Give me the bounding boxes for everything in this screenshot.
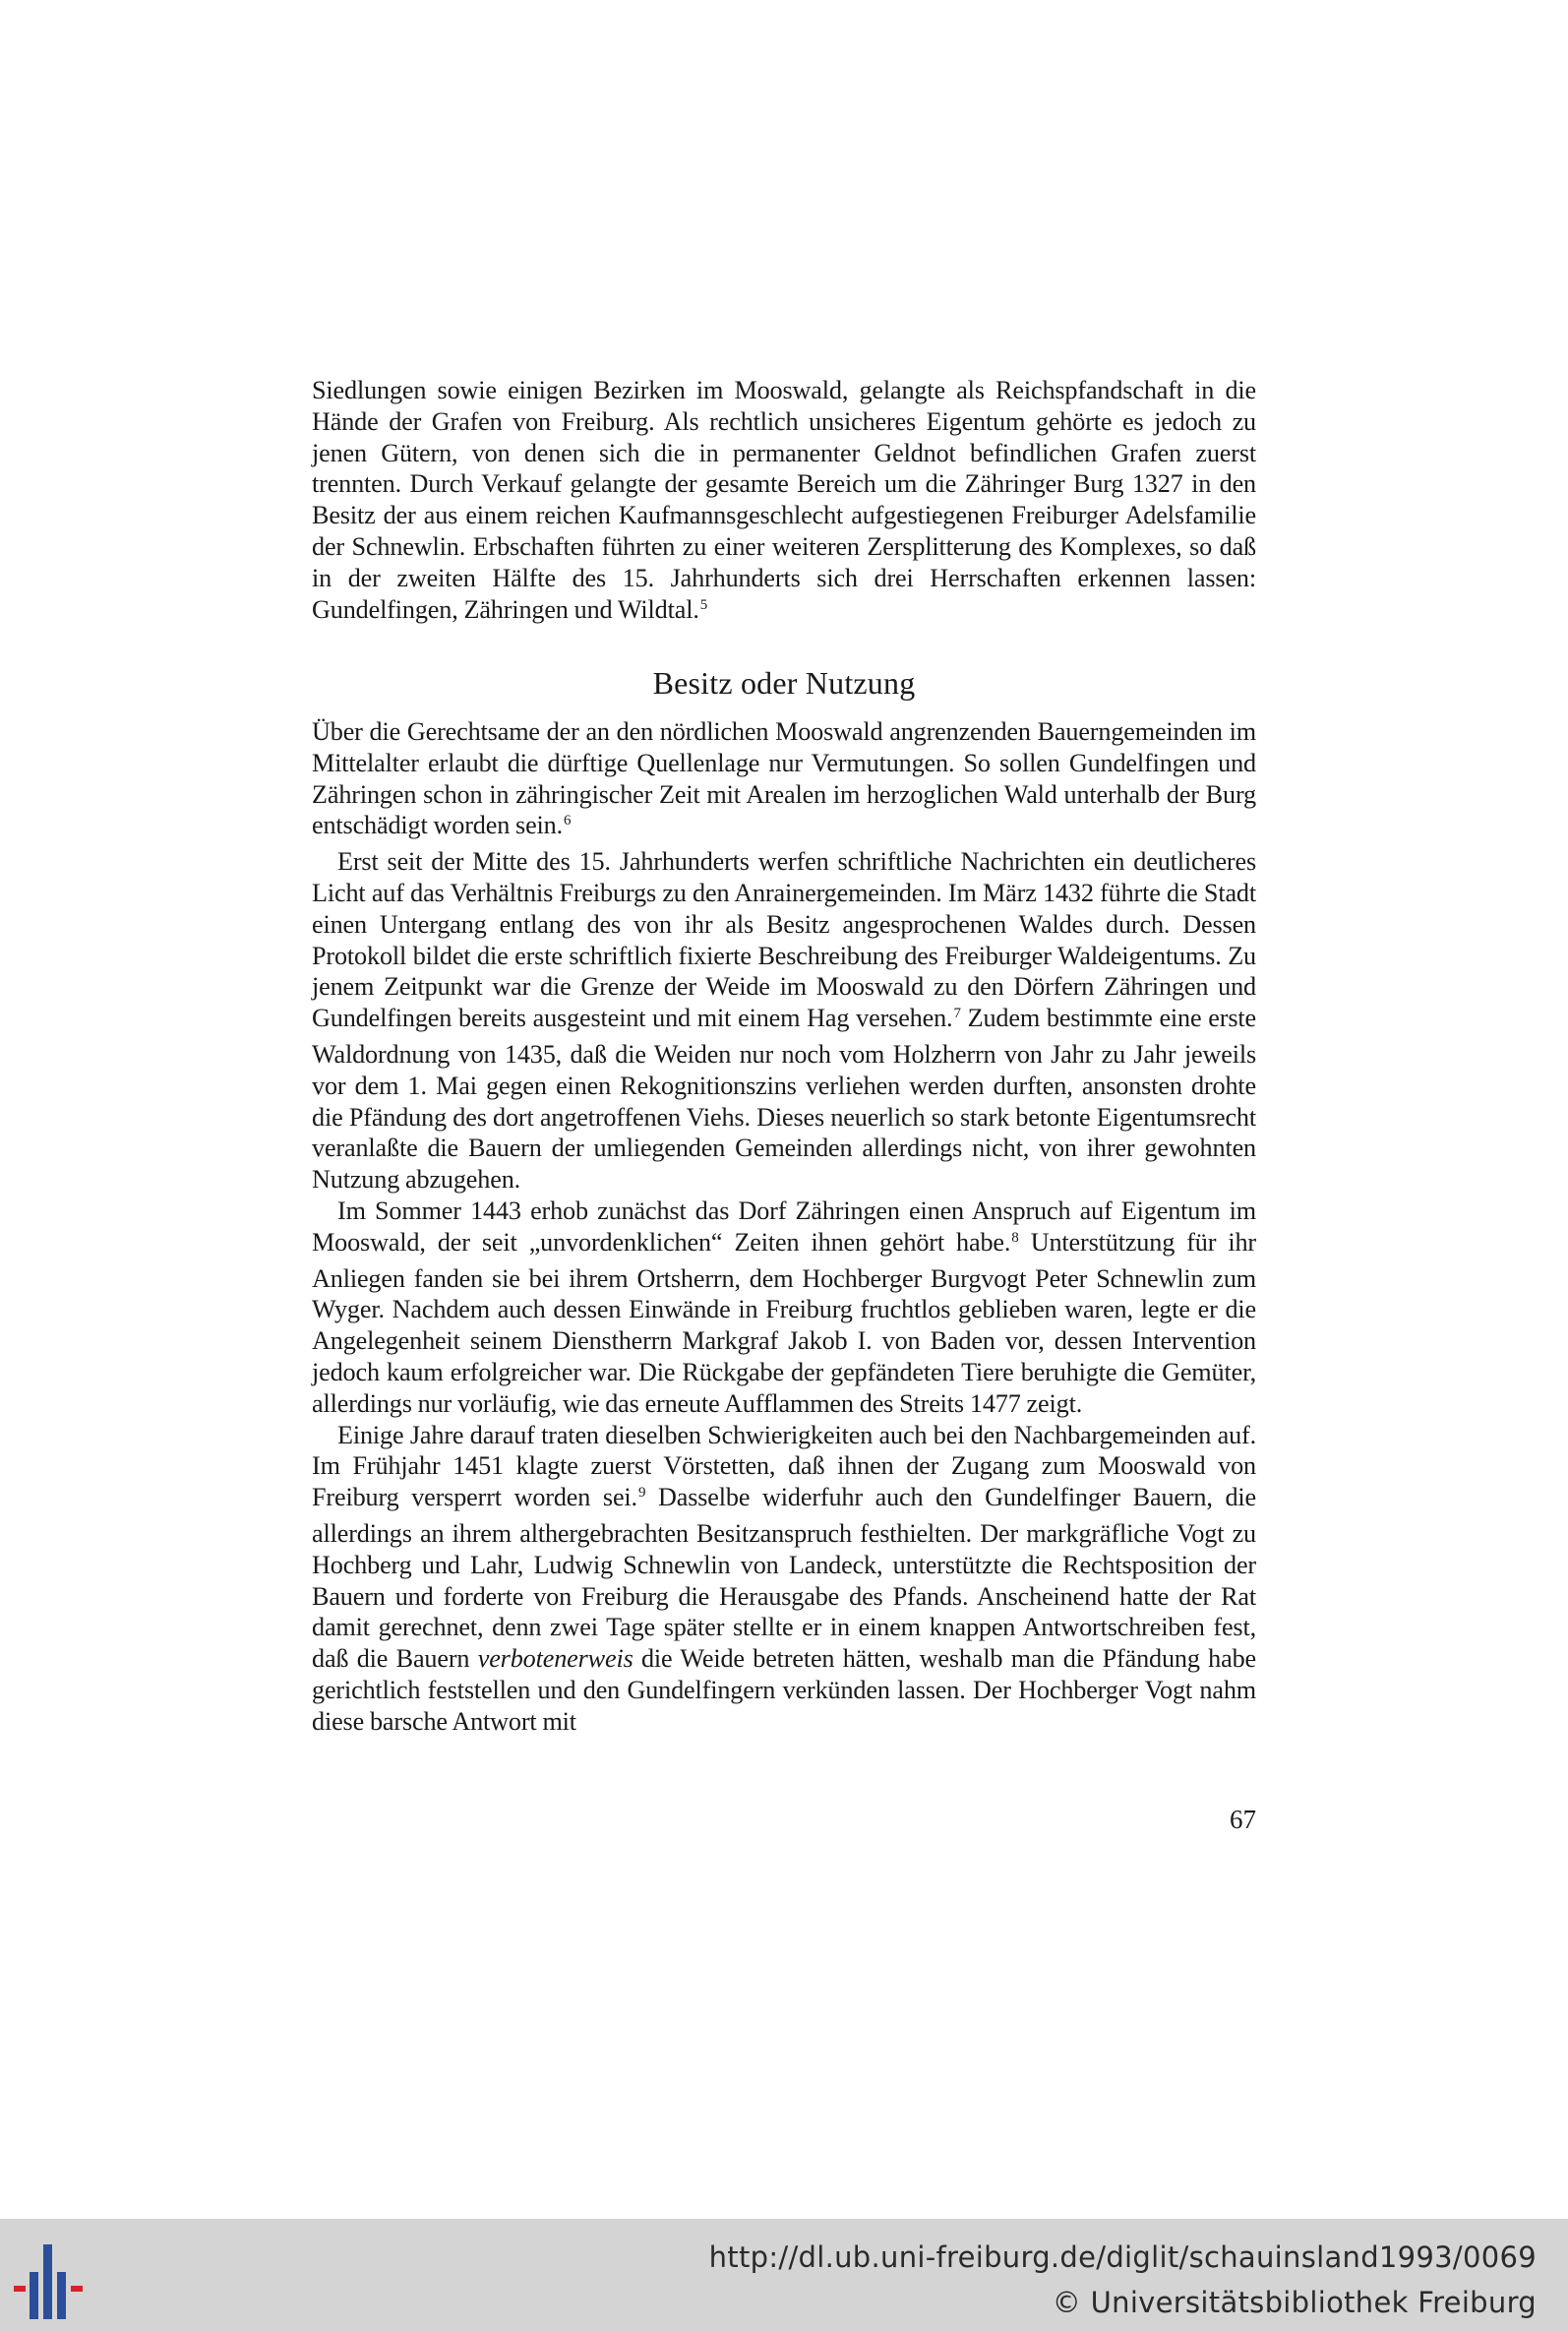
section-body bbox=[312, 716, 1256, 1738]
footer-bar bbox=[0, 2219, 1568, 2331]
paragraph-text: Im Sommer 1443 erhob zunächst das Dorf Zähringen einen Anspruch auf Eigentum im Mooswald, der seit „unvordenklichen“ Zeiten ihnen gehört habe. bbox=[312, 1196, 1256, 1257]
paragraph bbox=[312, 716, 1256, 846]
italic-term: verbotenerweis bbox=[477, 1644, 633, 1674]
logo-dash-red-left bbox=[14, 2286, 26, 2292]
paragraph-text: Dasselbe widerfuhr auch den Gundelfinger Bauern, die allerdings an ihrem althergebrachten Besitzanspruch festhielten. Der markgräfliche Vogt zu Hochberg und Lahr, Ludwig Schnewlin von Landeck, unterstützte die Rechtsposition der Bauern und forderte von Freiburg die Herausgabe des Pfands. Anscheinend hatte der Rat damit gerechnet, denn zwei Tage später stellte er in einem knappen Antwortschreiben fest, daß die Bauern bbox=[312, 1483, 1256, 1674]
paragraph-text: Erst seit der Mitte des 15. Jahrhunderts werfen schriftliche Nachrichten ein deutlicheres Licht auf das Verhältnis Freiburgs zu den Anrainergemeinden. Im März 1432 führte die Stadt einen Untergang entlang des von ihr als Besitz angesprochenen Waldes durch. Dessen Protokoll bildet die erste schriftlich fixierte Beschreibung des Freiburger Waldeigentums. Zu jenem Zeitpunkt war die Grenze der Weide im Mooswald zu den Dörfern Zähringen und Gundelfingen bereits ausgesteint und mit einem Hag versehen. bbox=[312, 847, 1256, 1033]
paragraph-text: Zudem bestimmte eine erste Waldordnung von 1435, daß die Weiden nur noch vom Holzherrn von Jahr zu Jahr jeweils vor dem 1. Mai gegen einen Rekognitionszins verliehen werden durften, ansonsten drohte die Pfändung des dort angetroffenen Viehs. Dieses neuerlich so stark betonte Eigentumsrecht veranlaßte die Bauern der umliegenden Gemeinden allerdings nicht, von ihrer gewohnten Nutzung abzugehen. bbox=[312, 1004, 1256, 1195]
logo-bar-blue-mid bbox=[30, 2272, 38, 2319]
ub-freiburg-logo-icon bbox=[14, 2244, 98, 2319]
footnote-marker: 8 bbox=[1011, 1229, 1019, 1246]
page-number: 67 bbox=[1230, 1805, 1256, 1834]
paragraph bbox=[312, 1420, 1256, 1738]
paragraph-text: Einige Jahre darauf traten dieselben Schwierigkeiten auch bei den Nachbargemeinden auf. Im Frühjahr 1451 klagte zuerst Vörstetten, daß ihnen der Zugang zum Mooswald von Freiburg versperrt worden sei. bbox=[312, 1420, 1256, 1512]
section-heading: Besitz oder Nutzung bbox=[652, 665, 916, 701]
intro-paragraph bbox=[312, 375, 1256, 630]
footnote-marker: 9 bbox=[637, 1485, 646, 1502]
paragraph-text: Über die Gerechtsame der an den nördlichen Mooswald angrenzenden Bauerngemeinden im Mittelalter erlaubt die dürftige Quellenlage nur Vermutungen. So sollen Gundelfingen und Zähringen schon in zähringischer Zeit mit Arealen im herzoglichen Wald unterhalb der Burg entschädigt worden sein. bbox=[312, 717, 1256, 840]
logo-dash-red-right bbox=[71, 2286, 83, 2292]
footer-url-link[interactable]: http://dl.ub.uni-freiburg.de/diglit/schauinsland1993/0069 bbox=[708, 2240, 1537, 2274]
paragraph-text: die Weide betreten hätten, weshalb man die Pfändung habe gerichtlich feststellen und den Gundelfingern verkünden lassen. Der Hochberger Vogt nahm diese barsche Antwort mit bbox=[312, 1644, 1256, 1736]
footnote-marker: 6 bbox=[564, 813, 572, 829]
logo-bar-blue-tall bbox=[43, 2244, 52, 2319]
footnote-marker: 7 bbox=[953, 1006, 961, 1022]
footnote-marker: 5 bbox=[699, 596, 708, 613]
logo-bar-blue-mid-right bbox=[57, 2272, 66, 2319]
paragraph-text: Siedlungen sowie einigen Bezirken im Mooswald, gelangte als Reichspfandschaft in die Hände der Grafen von Freiburg. Als rechtlich unsicheres Eigentum gehörte es jedoch zu jenen Gütern, von denen sich die in permanenter Geldnot befindlichen Grafen zuerst trennten. Durch Verkauf gelangte der gesamte Bereich um die Zähringer Burg 1327 in den Besitz der aus einem reichen Kaufmannsgeschlecht aufgestiegenen Freiburger Adelsfamilie der Schnewlin. Erbschaften führten zu einer weiteren Zersplitterung des Komplexes, so daß in der zweiten Hälfte des 15. Jahrhunderts sich drei Herrschaften erkennen lassen: Gundelfingen, Zähringen und Wildtal. bbox=[312, 376, 1256, 624]
paragraph bbox=[312, 1196, 1256, 1420]
paragraph-text: Unterstützung für ihr Anliegen fanden sie bei ihrem Ortsherrn, dem Hochberger Burgvogt Peter Schnewlin zum Wyger. Nachdem auch dessen Einwände in Freiburg fruchtlos geblieben waren, legte er die Angelegenheit seinem Dienstherrn Markgraf Jakob I. von Baden vor, dessen Intervention jedoch kaum erfolgreicher war. Die Rückgabe der gepfändeten Tiere beruhigte die Gemüter, allerdings nur vorläufig, wie das erneute Aufflammen des Streits 1477 zeigt. bbox=[312, 1227, 1256, 1418]
paragraph bbox=[312, 375, 1256, 630]
paragraph bbox=[312, 846, 1256, 1196]
footer-copyright: © Universitätsbibliothek Freiburg bbox=[1052, 2286, 1537, 2319]
